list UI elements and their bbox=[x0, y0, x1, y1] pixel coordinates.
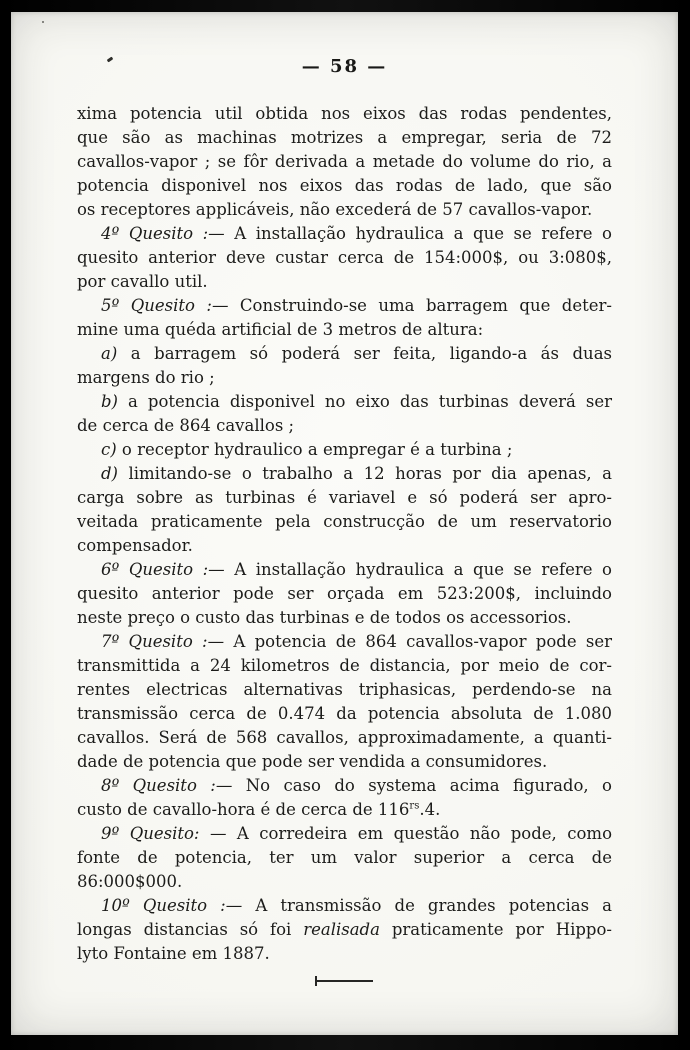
page-number: — 58 — bbox=[301, 56, 388, 77]
text-run: transmissão cerca de 0.474 da potencia absoluta de 1.080 bbox=[77, 704, 612, 723]
text-line bbox=[77, 390, 612, 414]
text-line bbox=[77, 222, 612, 246]
text-run: que são as machinas motrizes a empregar, seria de 72 bbox=[77, 128, 612, 147]
text-run: os receptores applicáveis, não excederá de 57 cavallos-vapor. bbox=[77, 200, 593, 219]
text-run: mine uma quéda artificial de 3 metros de altura: bbox=[77, 320, 484, 339]
text-run: cavallos-vapor ; se fôr derivada a metade do volume do rio, a bbox=[77, 152, 612, 171]
text-run: — A corredeira em questão não pode, como bbox=[199, 824, 612, 843]
text-line bbox=[77, 654, 612, 678]
text-run: neste preço o custo das turbinas e de todos os accessorios. bbox=[77, 608, 572, 627]
text-run: A installação hydraulica a que se refere o bbox=[224, 224, 612, 243]
text-run bbox=[409, 800, 419, 819]
text-run: margens do rio ; bbox=[77, 368, 215, 387]
text-block bbox=[77, 102, 612, 966]
italic-run: 8º Quesito :— bbox=[101, 776, 233, 795]
text-run: veitada praticamente pela construcção de um reservatorio bbox=[77, 512, 612, 531]
text-line bbox=[77, 462, 612, 486]
text-run: custo de cavallo-hora é de cerca de 116 bbox=[77, 800, 410, 819]
text-run: longas distancias só foi bbox=[77, 920, 304, 939]
text-line bbox=[77, 318, 612, 342]
italic-run: 6º Quesito :— bbox=[101, 560, 225, 579]
text-run: cavallos. Será de 568 cavallos, approximadamente, a quanti- bbox=[77, 728, 612, 747]
italic-run: d) bbox=[101, 464, 118, 483]
text-run: de cerca de 864 cavallos ; bbox=[77, 416, 295, 435]
text-run: o receptor hydraulico a empregar é a turbina ; bbox=[116, 440, 513, 459]
superscript-run: rs bbox=[409, 800, 420, 812]
text-run: a potencia disponivel no eixo das turbinas deverá ser bbox=[118, 392, 612, 411]
text-line bbox=[77, 798, 612, 822]
text-run: quesito anterior pode ser orçada em 523:200$, incluindo bbox=[77, 584, 612, 603]
text-run: .4. bbox=[419, 800, 441, 819]
text-run: limitando-se o trabalho a 12 horas por dia apenas, a bbox=[118, 464, 612, 483]
text-run: Construindo-se uma barragem que deter- bbox=[228, 296, 612, 315]
text-run: A potencia de 864 cavallos-vapor pode ser bbox=[224, 632, 612, 651]
text-line bbox=[77, 726, 612, 750]
italic-run: 9º Quesito: bbox=[101, 824, 200, 843]
text-line bbox=[77, 678, 612, 702]
text-line bbox=[77, 438, 612, 462]
text-line bbox=[77, 750, 612, 774]
text-line bbox=[77, 558, 612, 582]
italic-run: a) bbox=[101, 344, 118, 363]
text-line bbox=[77, 894, 612, 918]
text-run: quesito anterior deve custar cerca de 154:000$, ou 3:080$, bbox=[77, 248, 612, 267]
text-line bbox=[77, 630, 612, 654]
text-line bbox=[77, 870, 612, 894]
text-line bbox=[77, 534, 612, 558]
divider-tick bbox=[315, 976, 317, 986]
text-line bbox=[77, 126, 612, 150]
text-line bbox=[77, 294, 612, 318]
text-line bbox=[77, 774, 612, 798]
text-line bbox=[77, 342, 612, 366]
italic-run: 5º Quesito :— bbox=[101, 296, 229, 315]
text-run: fonte de potencia, ter um valor superior a cerca de bbox=[77, 848, 612, 867]
text-line bbox=[77, 606, 612, 630]
italic-run: 4º Quesito :— bbox=[101, 224, 225, 243]
italic-run: 7º Quesito :— bbox=[101, 632, 225, 651]
text-line bbox=[77, 510, 612, 534]
text-run: potencia disponivel nos eixos das rodas de lado, que são bbox=[77, 176, 612, 195]
italic-run: realisada bbox=[303, 920, 380, 939]
text-line bbox=[77, 102, 612, 126]
end-divider bbox=[315, 980, 373, 982]
italic-run: b) bbox=[101, 392, 118, 411]
text-run: a barragem só poderá ser feita, ligando-a ás duas bbox=[117, 344, 612, 363]
text-run: A transmissão de grandes potencias a bbox=[242, 896, 612, 915]
text-line bbox=[77, 366, 612, 390]
text-run: A installação hydraulica a que se refere o bbox=[224, 560, 612, 579]
text-line bbox=[77, 846, 612, 870]
text-line bbox=[77, 486, 612, 510]
text-run: compensador. bbox=[77, 536, 193, 555]
text-run: carga sobre as turbinas é variavel e só poderá ser apro- bbox=[77, 488, 612, 507]
text-line bbox=[77, 918, 612, 942]
text-run: por cavallo util. bbox=[77, 272, 208, 291]
scan-speck bbox=[42, 21, 44, 23]
text-line bbox=[77, 822, 612, 846]
text-line bbox=[77, 246, 612, 270]
text-line bbox=[77, 270, 612, 294]
text-run: praticamente por Hippo- bbox=[379, 920, 612, 939]
text-run: transmittida a 24 kilometros de distancia, por meio de cor- bbox=[77, 656, 612, 675]
italic-run: c) bbox=[101, 440, 117, 459]
text-line bbox=[77, 582, 612, 606]
text-line bbox=[77, 198, 612, 222]
text-line bbox=[77, 702, 612, 726]
text-run: No caso do systema acima figurado, o bbox=[232, 776, 612, 795]
text-run: dade de potencia que pode ser vendida a consumidores. bbox=[77, 752, 548, 771]
book-page bbox=[11, 12, 678, 1035]
text-run: 86:000$000. bbox=[77, 872, 183, 891]
text-run: xima potencia util obtida nos eixos das rodas pendentes, bbox=[77, 104, 612, 123]
text-line bbox=[77, 414, 612, 438]
italic-run: 10º Quesito :— bbox=[101, 896, 243, 915]
text-line bbox=[77, 150, 612, 174]
text-line bbox=[77, 174, 612, 198]
text-line bbox=[77, 942, 612, 966]
text-run: lyto Fontaine em 1887. bbox=[77, 944, 270, 963]
text-run: rentes electricas alternativas triphasicas, perdendo-se na bbox=[77, 680, 612, 699]
